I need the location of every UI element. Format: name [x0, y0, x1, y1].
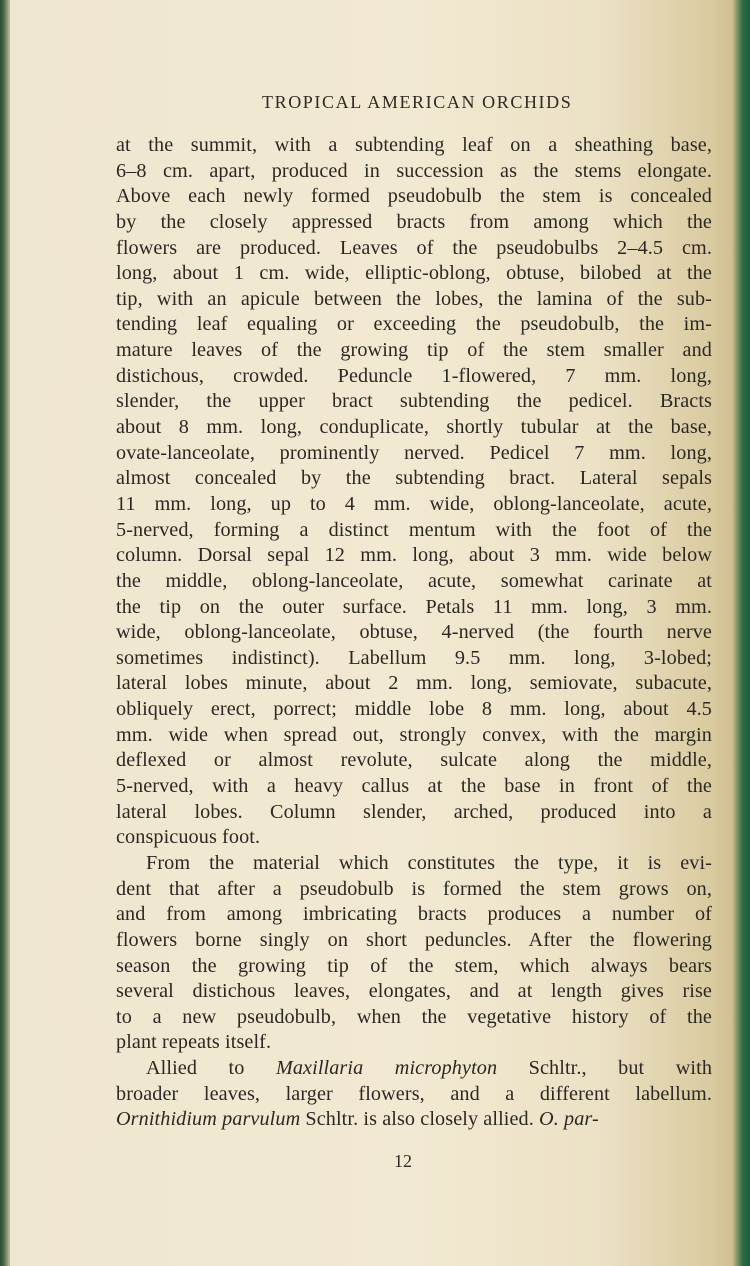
text-line: Allied to Maxillaria microphyton Schltr., but with	[146, 1057, 713, 1080]
page-edge-shadow	[732, 0, 750, 1266]
page-number: 12	[394, 1151, 412, 1171]
text-line: slender, the upper bract subtending the pedicel. Bracts	[116, 390, 712, 413]
text-line: and from among imbricating bracts produces a number of	[116, 903, 712, 926]
text-line: 5-nerved, forming a distinct mentum with the foot of the	[116, 518, 712, 541]
text-line: deflexed or almost revolute, sulcate along the middle,	[116, 749, 712, 772]
text-line: distichous, crowded. Peduncle 1-flowered, 7 mm. long,	[116, 364, 712, 387]
text-line: From the material which constitutes the type, it is evi-	[146, 851, 712, 874]
book-spine-shadow	[0, 0, 10, 1266]
running-head: TROPICAL AMERICAN ORCHIDS	[262, 92, 573, 112]
paragraph	[116, 133, 712, 851]
text-line: season the growing tip of the stem, which always bears	[116, 954, 712, 977]
text-line: conspicuous foot.	[116, 826, 261, 849]
text-line: broader leaves, larger flowers, and a different labellum.	[116, 1082, 712, 1105]
text-line: long, about 1 cm. wide, elliptic-oblong, obtuse, bilobed at the	[116, 262, 712, 285]
text-line: wide, oblong-lanceolate, obtuse, 4-nerved (the fourth nerve	[116, 621, 712, 644]
text-line: mm. wide when spread out, strongly convex, with the margin	[116, 723, 712, 746]
text-line: by the closely appressed bracts from among which the	[116, 210, 712, 233]
paragraph	[116, 1056, 712, 1133]
text-line: about 8 mm. long, conduplicate, shortly tubular at the base,	[116, 416, 712, 439]
text-line: almost concealed by the subtending bract. Lateral sepals	[116, 467, 712, 490]
text-line: lateral lobes. Column slender, arched, produced into a	[116, 800, 712, 823]
text-line: ovate-lanceolate, prominently nerved. Pedicel 7 mm. long,	[116, 441, 712, 464]
text-line: mature leaves of the growing tip of the stem smaller and	[116, 339, 712, 362]
text-line: 6–8 cm. apart, produced in succession as the stems elongate.	[116, 159, 712, 182]
text-line: 5-nerved, with a heavy callus at the base in front of the	[116, 775, 712, 798]
text-line: the tip on the outer surface. Petals 11 mm. long, 3 mm.	[116, 595, 712, 618]
text-line: plant repeats itself.	[116, 1031, 272, 1054]
text-line: column. Dorsal sepal 12 mm. long, about 3 mm. wide below	[116, 544, 712, 567]
text-line: sometimes indistinct). Labellum 9.5 mm. long, 3-lobed;	[116, 646, 712, 669]
text-line: flowers are produced. Leaves of the pseudobulbs 2–4.5 cm.	[116, 236, 712, 259]
text-line: Ornithidium parvulum Schltr. is also closely allied. O. par-	[116, 1108, 599, 1131]
text-line: obliquely erect, porrect; middle lobe 8 mm. long, about 4.5	[116, 698, 712, 721]
text-line: the middle, oblong-lanceolate, acute, somewhat carinate at	[116, 569, 712, 592]
text-line: dent that after a pseudobulb is formed the stem grows on,	[116, 877, 712, 900]
text-line: Above each newly formed pseudobulb the stem is concealed	[116, 185, 712, 208]
paragraph	[116, 851, 712, 1056]
text-line: at the summit, with a subtending leaf on a sheathing base,	[116, 134, 712, 156]
text-line: to a new pseudobulb, when the vegetative history of the	[116, 1005, 712, 1028]
text-line: several distichous leaves, elongates, and at length gives rise	[116, 980, 712, 1003]
text-line: tip, with an apicule between the lobes, the lamina of the sub-	[116, 287, 712, 310]
text-line: lateral lobes minute, about 2 mm. long, semiovate, subacute,	[116, 672, 712, 695]
body-text	[116, 133, 712, 1133]
text-line: flowers borne singly on short peduncles. After the flowering	[116, 928, 712, 951]
text-line: 11 mm. long, up to 4 mm. wide, oblong-lanceolate, acute,	[116, 492, 712, 515]
text-line: tending leaf equaling or exceeding the pseudobulb, the im-	[116, 313, 712, 336]
